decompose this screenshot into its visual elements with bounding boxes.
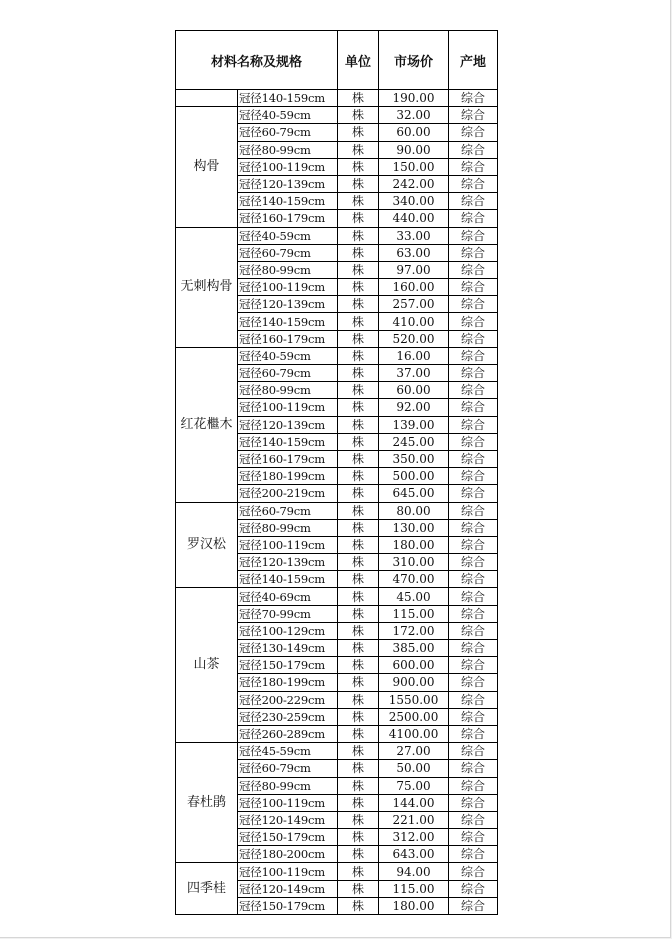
table-row [176, 863, 498, 880]
unit-cell: 株 [338, 571, 379, 588]
origin-cell: 综合 [449, 657, 498, 674]
spec-cell: 冠径200-229cm [238, 691, 338, 708]
origin-cell: 综合 [449, 777, 498, 794]
price-cell: 645.00 [379, 485, 449, 502]
origin-cell: 综合 [449, 279, 498, 296]
origin-cell: 综合 [449, 622, 498, 639]
origin-cell: 综合 [449, 536, 498, 553]
spec-cell: 冠径140-159cm [238, 433, 338, 450]
origin-cell: 综合 [449, 382, 498, 399]
origin-cell: 综合 [449, 571, 498, 588]
spec-cell: 冠径150-179cm [238, 829, 338, 846]
spec-cell: 冠径60-79cm [238, 365, 338, 382]
spec-cell: 冠径150-179cm [238, 897, 338, 914]
unit-cell: 株 [338, 210, 379, 227]
spec-cell: 冠径120-149cm [238, 880, 338, 897]
price-cell: 350.00 [379, 450, 449, 467]
origin-cell: 综合 [449, 261, 498, 278]
spec-cell: 冠径140-159cm [238, 313, 338, 330]
spec-cell: 冠径140-159cm [238, 90, 338, 107]
spec-cell: 冠径40-59cm [238, 107, 338, 124]
price-cell: 340.00 [379, 193, 449, 210]
spec-cell: 冠径130-149cm [238, 640, 338, 657]
spec-cell: 冠径80-99cm [238, 261, 338, 278]
unit-cell: 株 [338, 588, 379, 605]
spec-cell: 冠径140-159cm [238, 571, 338, 588]
price-cell: 63.00 [379, 244, 449, 261]
unit-cell: 株 [338, 760, 379, 777]
origin-cell: 综合 [449, 193, 498, 210]
origin-cell: 综合 [449, 554, 498, 571]
unit-cell: 株 [338, 519, 379, 536]
origin-cell: 综合 [449, 743, 498, 760]
price-cell: 115.00 [379, 880, 449, 897]
spec-cell: 冠径80-99cm [238, 777, 338, 794]
spec-cell: 冠径160-179cm [238, 210, 338, 227]
origin-cell: 综合 [449, 313, 498, 330]
price-cell: 16.00 [379, 347, 449, 364]
price-cell: 4100.00 [379, 725, 449, 742]
origin-cell: 综合 [449, 107, 498, 124]
spec-cell: 冠径230-259cm [238, 708, 338, 725]
plant-name-cell: 四季桂 [176, 863, 238, 915]
price-cell: 180.00 [379, 897, 449, 914]
origin-cell: 综合 [449, 674, 498, 691]
price-cell: 190.00 [379, 90, 449, 107]
spec-cell: 冠径100-119cm [238, 399, 338, 416]
origin-cell: 综合 [449, 588, 498, 605]
spec-cell: 冠径160-179cm [238, 330, 338, 347]
table-row [176, 347, 498, 364]
table-row [176, 743, 498, 760]
price-cell: 312.00 [379, 829, 449, 846]
origin-cell: 综合 [449, 399, 498, 416]
spec-cell: 冠径200-219cm [238, 485, 338, 502]
origin-cell: 综合 [449, 90, 498, 107]
unit-cell: 株 [338, 193, 379, 210]
price-cell: 37.00 [379, 365, 449, 382]
origin-cell: 综合 [449, 124, 498, 141]
unit-cell: 株 [338, 468, 379, 485]
spec-cell: 冠径45-59cm [238, 743, 338, 760]
unit-cell: 株 [338, 175, 379, 192]
unit-cell: 株 [338, 743, 379, 760]
spec-cell: 冠径120-139cm [238, 296, 338, 313]
spec-cell: 冠径260-289cm [238, 725, 338, 742]
price-cell: 310.00 [379, 554, 449, 571]
unit-cell: 株 [338, 640, 379, 657]
spec-cell: 冠径40-69cm [238, 588, 338, 605]
spec-cell: 冠径60-79cm [238, 760, 338, 777]
origin-cell: 综合 [449, 829, 498, 846]
plant-name-cell: 红花檵木 [176, 347, 238, 502]
price-cell: 50.00 [379, 760, 449, 777]
unit-cell: 株 [338, 261, 379, 278]
unit-cell: 株 [338, 450, 379, 467]
unit-cell: 株 [338, 244, 379, 261]
unit-cell: 株 [338, 365, 379, 382]
spec-cell: 冠径120-149cm [238, 811, 338, 828]
price-cell: 600.00 [379, 657, 449, 674]
origin-cell: 综合 [449, 416, 498, 433]
origin-cell: 综合 [449, 811, 498, 828]
price-table [175, 30, 498, 915]
price-cell: 90.00 [379, 141, 449, 158]
table-body [176, 90, 498, 915]
spec-cell: 冠径80-99cm [238, 141, 338, 158]
origin-cell: 综合 [449, 210, 498, 227]
table-row [176, 107, 498, 124]
origin-cell: 综合 [449, 708, 498, 725]
unit-cell: 株 [338, 433, 379, 450]
spec-cell: 冠径100-119cm [238, 794, 338, 811]
spec-cell: 冠径120-139cm [238, 416, 338, 433]
header-origin: 产地 [449, 31, 498, 90]
unit-cell: 株 [338, 708, 379, 725]
price-cell: 45.00 [379, 588, 449, 605]
unit-cell: 株 [338, 158, 379, 175]
price-cell: 32.00 [379, 107, 449, 124]
unit-cell: 株 [338, 227, 379, 244]
price-cell: 172.00 [379, 622, 449, 639]
unit-cell: 株 [338, 880, 379, 897]
spec-cell: 冠径40-59cm [238, 347, 338, 364]
spec-cell: 冠径180-200cm [238, 846, 338, 863]
price-cell: 115.00 [379, 605, 449, 622]
spec-cell: 冠径100-119cm [238, 536, 338, 553]
spec-cell: 冠径140-159cm [238, 193, 338, 210]
spec-cell: 冠径180-199cm [238, 468, 338, 485]
origin-cell: 综合 [449, 691, 498, 708]
price-cell: 139.00 [379, 416, 449, 433]
unit-cell: 株 [338, 382, 379, 399]
spec-cell: 冠径120-139cm [238, 175, 338, 192]
unit-cell: 株 [338, 502, 379, 519]
unit-cell: 株 [338, 554, 379, 571]
origin-cell: 综合 [449, 897, 498, 914]
price-cell: 92.00 [379, 399, 449, 416]
origin-cell: 综合 [449, 863, 498, 880]
price-cell: 75.00 [379, 777, 449, 794]
origin-cell: 综合 [449, 846, 498, 863]
unit-cell: 株 [338, 794, 379, 811]
unit-cell: 株 [338, 657, 379, 674]
price-cell: 520.00 [379, 330, 449, 347]
unit-cell: 株 [338, 279, 379, 296]
unit-cell: 株 [338, 90, 379, 107]
unit-cell: 株 [338, 485, 379, 502]
price-cell: 160.00 [379, 279, 449, 296]
price-cell: 643.00 [379, 846, 449, 863]
unit-cell: 株 [338, 296, 379, 313]
price-cell: 245.00 [379, 433, 449, 450]
spec-cell: 冠径70-99cm [238, 605, 338, 622]
table-row [176, 502, 498, 519]
spec-cell: 冠径80-99cm [238, 519, 338, 536]
table-row [176, 588, 498, 605]
plant-name-cell: 构骨 [176, 107, 238, 227]
unit-cell: 株 [338, 141, 379, 158]
price-cell: 410.00 [379, 313, 449, 330]
spec-cell: 冠径100-119cm [238, 279, 338, 296]
origin-cell: 综合 [449, 880, 498, 897]
spec-cell: 冠径60-79cm [238, 502, 338, 519]
header-row [176, 31, 498, 90]
spec-cell: 冠径40-59cm [238, 227, 338, 244]
spec-cell: 冠径100-129cm [238, 622, 338, 639]
spec-cell: 冠径100-119cm [238, 863, 338, 880]
price-cell: 150.00 [379, 158, 449, 175]
unit-cell: 株 [338, 124, 379, 141]
unit-cell: 株 [338, 330, 379, 347]
price-cell: 180.00 [379, 536, 449, 553]
table-row [176, 90, 498, 107]
price-cell: 60.00 [379, 124, 449, 141]
origin-cell: 综合 [449, 760, 498, 777]
origin-cell: 综合 [449, 725, 498, 742]
price-cell: 97.00 [379, 261, 449, 278]
price-table-viewport [175, 30, 499, 913]
price-cell: 221.00 [379, 811, 449, 828]
origin-cell: 综合 [449, 347, 498, 364]
unit-cell: 株 [338, 313, 379, 330]
price-cell: 440.00 [379, 210, 449, 227]
origin-cell: 综合 [449, 519, 498, 536]
price-cell: 130.00 [379, 519, 449, 536]
spec-cell: 冠径150-179cm [238, 657, 338, 674]
spec-cell: 冠径60-79cm [238, 244, 338, 261]
origin-cell: 综合 [449, 175, 498, 192]
origin-cell: 综合 [449, 433, 498, 450]
price-cell: 900.00 [379, 674, 449, 691]
origin-cell: 综合 [449, 365, 498, 382]
price-cell: 242.00 [379, 175, 449, 192]
unit-cell: 株 [338, 536, 379, 553]
price-cell: 60.00 [379, 382, 449, 399]
table-row [176, 227, 498, 244]
price-cell: 144.00 [379, 794, 449, 811]
price-cell: 27.00 [379, 743, 449, 760]
price-cell: 257.00 [379, 296, 449, 313]
unit-cell: 株 [338, 777, 379, 794]
price-cell: 2500.00 [379, 708, 449, 725]
spec-cell: 冠径120-139cm [238, 554, 338, 571]
price-cell: 385.00 [379, 640, 449, 657]
unit-cell: 株 [338, 347, 379, 364]
unit-cell: 株 [338, 399, 379, 416]
spec-cell: 冠径180-199cm [238, 674, 338, 691]
plant-name-cell: 春杜鹃 [176, 743, 238, 863]
unit-cell: 株 [338, 674, 379, 691]
plant-name-cell: 山茶 [176, 588, 238, 743]
price-cell: 94.00 [379, 863, 449, 880]
spec-cell: 冠径60-79cm [238, 124, 338, 141]
origin-cell: 综合 [449, 330, 498, 347]
unit-cell: 株 [338, 107, 379, 124]
unit-cell: 株 [338, 846, 379, 863]
origin-cell: 综合 [449, 605, 498, 622]
price-cell: 1550.00 [379, 691, 449, 708]
price-cell: 80.00 [379, 502, 449, 519]
spec-cell: 冠径160-179cm [238, 450, 338, 467]
plant-name-cell: 罗汉松 [176, 502, 238, 588]
unit-cell: 株 [338, 829, 379, 846]
unit-cell: 株 [338, 622, 379, 639]
origin-cell: 综合 [449, 296, 498, 313]
header-price: 市场价 [379, 31, 449, 90]
plant-name-cell [176, 90, 238, 107]
price-cell: 33.00 [379, 227, 449, 244]
origin-cell: 综合 [449, 640, 498, 657]
origin-cell: 综合 [449, 502, 498, 519]
price-cell: 500.00 [379, 468, 449, 485]
unit-cell: 株 [338, 863, 379, 880]
origin-cell: 综合 [449, 227, 498, 244]
origin-cell: 综合 [449, 244, 498, 261]
origin-cell: 综合 [449, 141, 498, 158]
price-cell: 470.00 [379, 571, 449, 588]
unit-cell: 株 [338, 605, 379, 622]
origin-cell: 综合 [449, 794, 498, 811]
spec-cell: 冠径80-99cm [238, 382, 338, 399]
header-unit: 单位 [338, 31, 379, 90]
header-material: 材料名称及规格 [176, 31, 338, 90]
unit-cell: 株 [338, 416, 379, 433]
unit-cell: 株 [338, 811, 379, 828]
origin-cell: 综合 [449, 450, 498, 467]
plant-name-cell: 无刺构骨 [176, 227, 238, 347]
origin-cell: 综合 [449, 158, 498, 175]
unit-cell: 株 [338, 691, 379, 708]
origin-cell: 综合 [449, 485, 498, 502]
origin-cell: 综合 [449, 468, 498, 485]
spec-cell: 冠径100-119cm [238, 158, 338, 175]
unit-cell: 株 [338, 725, 379, 742]
unit-cell: 株 [338, 897, 379, 914]
